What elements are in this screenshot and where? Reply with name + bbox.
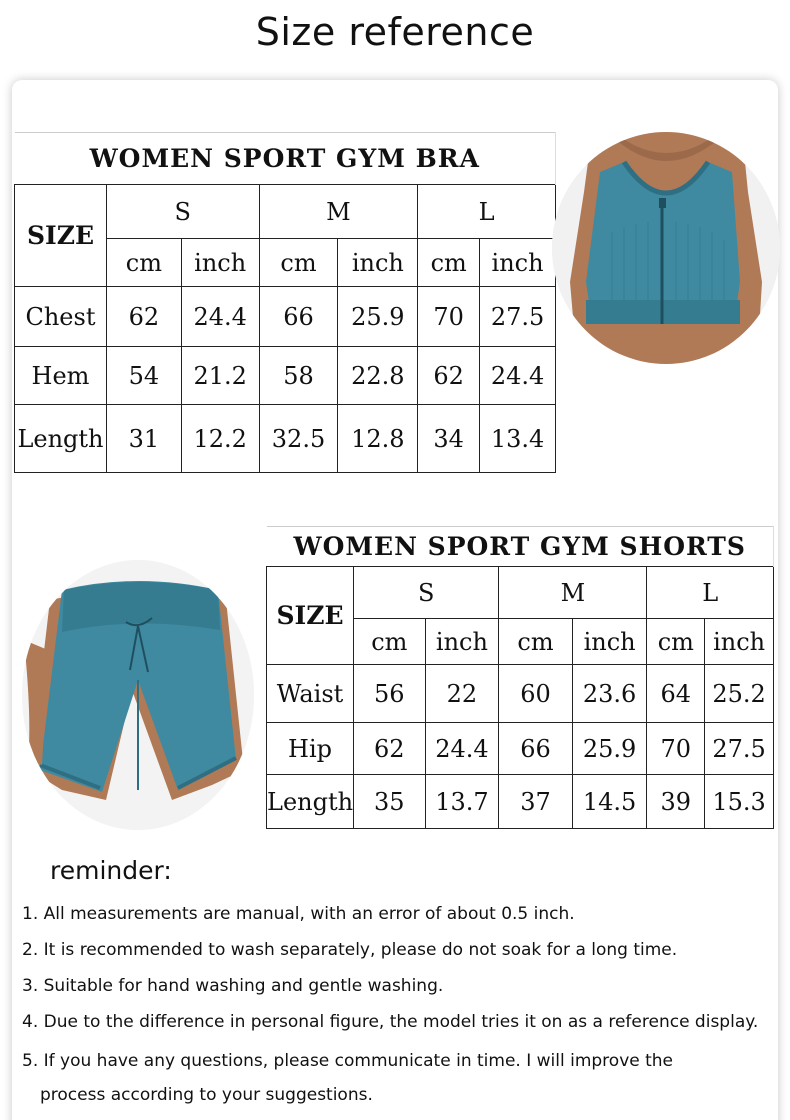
- unit-header: inch: [425, 619, 499, 665]
- reminder-list: [22, 900, 782, 1112]
- unit-header: inch: [181, 239, 259, 287]
- table-cell: 62: [354, 723, 426, 775]
- table-cell: 15.3: [705, 775, 774, 829]
- table-cell: 12.8: [338, 405, 418, 473]
- unit-header: inch: [338, 239, 418, 287]
- reminder-item-text: 5. If you have any questions, please communicate in time. I will improve the: [22, 1051, 674, 1071]
- row-label: Waist: [267, 665, 354, 723]
- row-label: Hem: [15, 347, 107, 405]
- row-label: Chest: [15, 287, 107, 347]
- table-cell: 27.5: [705, 723, 774, 775]
- shorts-product-photo: [22, 560, 254, 830]
- table-cell: 37: [499, 775, 572, 829]
- reminder-item: 2. It is recommended to wash separately, please do not soak for a long time.: [22, 940, 678, 960]
- reminder-item: 1. All measurements are manual, with an error of about 0.5 inch.: [22, 904, 575, 924]
- table-cell: 35: [354, 775, 426, 829]
- table-row: [15, 287, 556, 347]
- bra-table-title: WOMEN SPORT GYM BRA: [15, 133, 556, 185]
- reminder-item: 3. Suitable for hand washing and gentle washing.: [22, 976, 444, 996]
- row-label: Length: [15, 405, 107, 473]
- table-cell: 60: [499, 665, 572, 723]
- table-cell: 22: [425, 665, 499, 723]
- table-cell: 64: [647, 665, 705, 723]
- table-cell: 31: [106, 405, 181, 473]
- table-cell: 54: [106, 347, 181, 405]
- table-cell: 32.5: [259, 405, 338, 473]
- table-row: [267, 723, 774, 775]
- table-cell: 21.2: [181, 347, 259, 405]
- table-cell: 13.4: [480, 405, 556, 473]
- reminder-item: [22, 1044, 782, 1112]
- table-cell: 66: [499, 723, 572, 775]
- table-cell: 24.4: [480, 347, 556, 405]
- table-cell: 14.5: [572, 775, 647, 829]
- table-cell: 23.6: [572, 665, 647, 723]
- table-cell: 12.2: [181, 405, 259, 473]
- bra-size-table: [14, 132, 556, 473]
- table-cell: 70: [647, 723, 705, 775]
- table-row: [267, 665, 774, 723]
- row-label: Length: [267, 775, 354, 829]
- size-s-header: S: [354, 567, 499, 619]
- reminder-item-continuation: process according to your suggestions.: [40, 1085, 373, 1105]
- table-cell: 66: [259, 287, 338, 347]
- page-title: Size reference: [255, 10, 535, 54]
- size-header: SIZE: [15, 185, 107, 287]
- unit-header: inch: [572, 619, 647, 665]
- unit-header: inch: [705, 619, 774, 665]
- size-l-header: L: [418, 185, 556, 239]
- table-cell: 25.2: [705, 665, 774, 723]
- unit-header: inch: [480, 239, 556, 287]
- table-cell: 25.9: [572, 723, 647, 775]
- unit-header: cm: [259, 239, 338, 287]
- table-cell: 56: [354, 665, 426, 723]
- sport-shorts-illustration: [22, 560, 254, 830]
- size-m-header: M: [259, 185, 418, 239]
- reminder-title: reminder:: [50, 856, 172, 885]
- reminder-item: 4. Due to the difference in personal figure, the model tries it on as a reference display.: [22, 1012, 759, 1032]
- table-row: [15, 405, 556, 473]
- shorts-table-title: WOMEN SPORT GYM SHORTS: [267, 527, 774, 567]
- unit-header: cm: [106, 239, 181, 287]
- table-row: [15, 347, 556, 405]
- table-cell: 39: [647, 775, 705, 829]
- table-cell: 24.4: [181, 287, 259, 347]
- unit-header: cm: [647, 619, 705, 665]
- sports-bra-illustration: [552, 132, 780, 364]
- table-cell: 58: [259, 347, 338, 405]
- table-cell: 24.4: [425, 723, 499, 775]
- size-header: SIZE: [267, 567, 354, 665]
- unit-header: cm: [354, 619, 426, 665]
- unit-header: cm: [418, 239, 480, 287]
- table-cell: 62: [106, 287, 181, 347]
- size-l-header: L: [647, 567, 774, 619]
- size-s-header: S: [106, 185, 259, 239]
- table-cell: 70: [418, 287, 480, 347]
- table-row: [267, 775, 774, 829]
- table-cell: 27.5: [480, 287, 556, 347]
- table-cell: 13.7: [425, 775, 499, 829]
- bra-product-photo: [552, 132, 780, 364]
- unit-header: cm: [499, 619, 572, 665]
- shorts-size-table: [266, 526, 774, 829]
- table-cell: 34: [418, 405, 480, 473]
- size-m-header: M: [499, 567, 647, 619]
- row-label: Hip: [267, 723, 354, 775]
- table-cell: 62: [418, 347, 480, 405]
- table-cell: 22.8: [338, 347, 418, 405]
- table-cell: 25.9: [338, 287, 418, 347]
